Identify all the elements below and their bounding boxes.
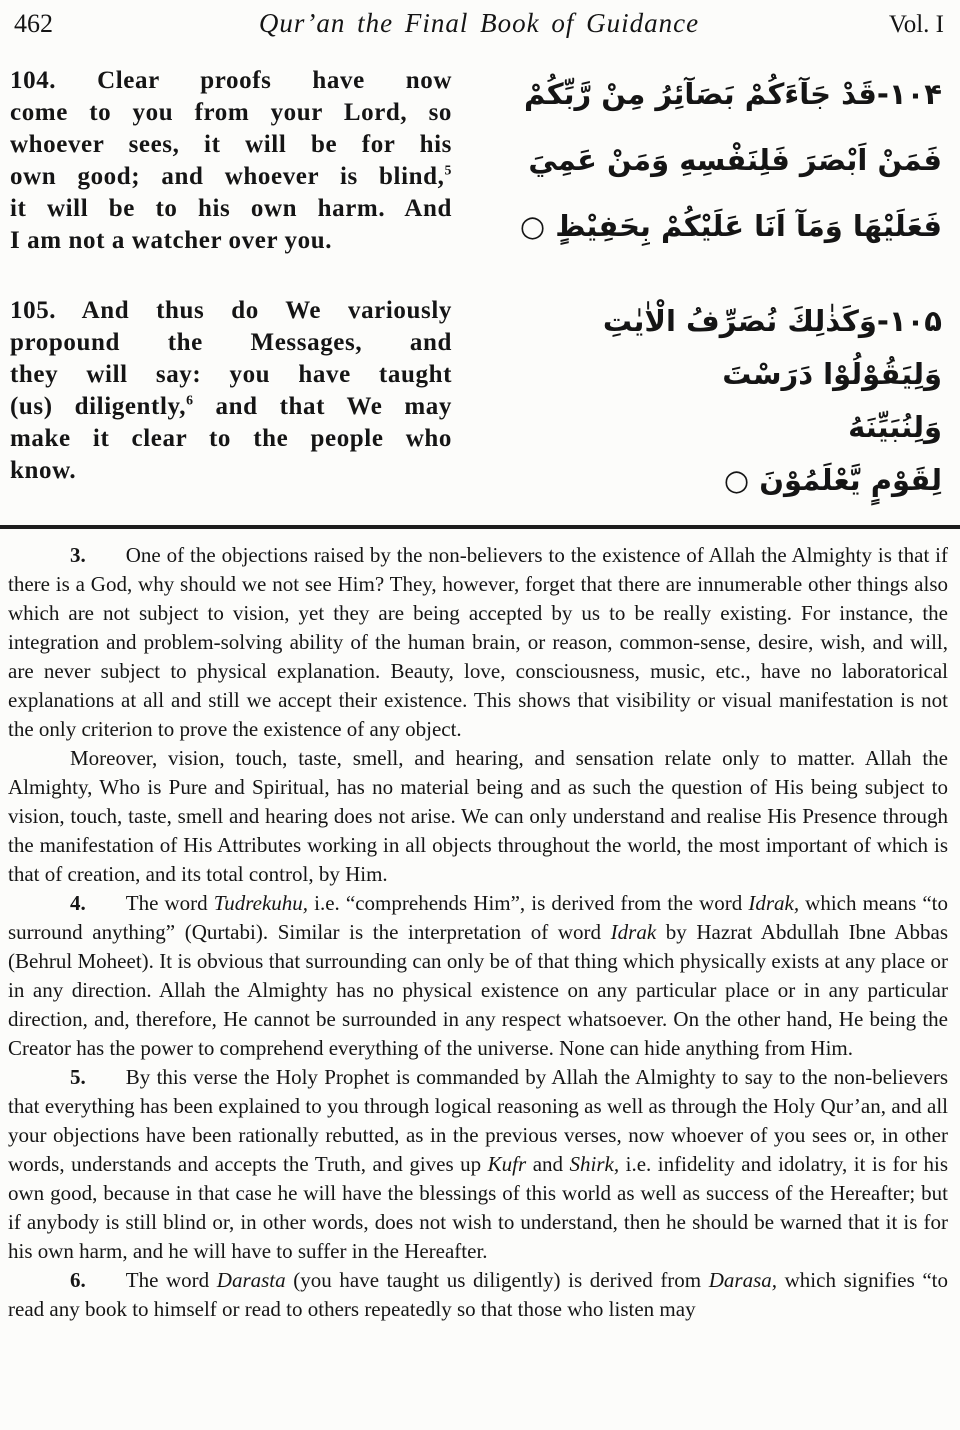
footnotes-section bbox=[0, 529, 960, 1324]
footnote-4 bbox=[8, 889, 948, 1063]
text-run: by Hazrat Abdullah Ibne Abbas (Behrul Moheet). It is obvious that surrounding can only be of that thing which physically exists at any place or in any direction. Allah the Almighty has no physical existence on any particular place or in any particular direction, and, therefore, He cannot be surrounded in any respect whatsoever. On the other hand, He being the Creator has the power to comprehend everything of the universe. None can hide anything from Him. bbox=[8, 920, 948, 1060]
text-run: (us) diligently, bbox=[10, 393, 187, 420]
verse-line bbox=[10, 359, 452, 391]
footnote-6 bbox=[8, 1266, 948, 1324]
verse-row-105 bbox=[10, 295, 948, 507]
text-run: (you have taught us diligently) is derived from bbox=[285, 1268, 709, 1292]
text-run: own good; and whoever is blind, bbox=[10, 163, 445, 190]
text-run: Kufr bbox=[487, 1152, 527, 1176]
text-run: Idrak, bbox=[748, 891, 800, 915]
page-number: 462 bbox=[14, 9, 53, 38]
arabic-line: وَلِيَقُوْلُوْا دَرَسْتَ bbox=[722, 357, 942, 391]
verse-line bbox=[10, 193, 452, 225]
text-run: and bbox=[526, 1152, 570, 1176]
verse-line bbox=[10, 97, 452, 129]
verses-section bbox=[0, 39, 960, 507]
text-run: Idrak bbox=[610, 920, 657, 944]
text-run: which means “to surround anything” (Qurtabi). Similar is the interpretation of word bbox=[8, 891, 948, 944]
verse-104-english bbox=[10, 65, 452, 257]
verse-row-104 bbox=[10, 65, 948, 259]
arabic-line: فَعَلَيْهَا وَمَآ اَنَا عَلَيْكُمْ بِحَفِيْظٍ ○ bbox=[519, 209, 942, 243]
verse-line bbox=[10, 295, 452, 327]
arabic-line: ۱۰۵-وَكَذٰلِكَ نُصَرِّفُ الْاٰيٰتِ bbox=[602, 304, 942, 338]
arabic-line: فَمَنْ اَبْصَرَ فَلِنَفْسِهِ وَمَنْ عَمِيَ bbox=[528, 143, 942, 177]
verse-line bbox=[10, 423, 452, 455]
footnote-number: 5. bbox=[70, 1065, 86, 1089]
text-run: 104. Clear proofs have now bbox=[10, 67, 452, 94]
text-run: Moreover, vision, touch, taste, smell, and hearing, and sensation relate only to matter. Allah the Almighty, Who is Pure and Spiritual, has no material being and as such the question of His being subject to vision, touch, taste, smell and hearing does not arise. We can only understand and realise His Presence through the manifestation of His Attributes working in all objects throughout the world, the most important of which is that of creation, and its total control, by Him. bbox=[8, 746, 948, 886]
verse-line bbox=[10, 65, 452, 97]
verse-line bbox=[10, 161, 452, 193]
text-run: and that We may bbox=[193, 393, 452, 420]
text-run: i.e. “comprehends Him”, is derived from the word bbox=[308, 891, 749, 915]
text-run: know. bbox=[10, 457, 77, 484]
footnote-5 bbox=[8, 1063, 948, 1266]
verse-line bbox=[10, 391, 452, 423]
text-run: I am not a watcher over you. bbox=[10, 227, 333, 254]
footnote-number: 3. bbox=[70, 543, 86, 567]
footnote-ref: 6 bbox=[186, 392, 194, 408]
verse-line bbox=[10, 455, 452, 487]
running-title: Qur’an the Final Book of Guidance bbox=[258, 8, 700, 38]
text-run: they will say: you have taught bbox=[10, 361, 452, 388]
text-run: whoever sees, it will be for his bbox=[10, 131, 452, 158]
text-run: Shirk, bbox=[569, 1152, 620, 1176]
footnote-number: 4. bbox=[70, 891, 86, 915]
footnote-3-cont bbox=[8, 744, 948, 889]
volume-label: Vol. I bbox=[888, 11, 944, 38]
text-run: which signifies “to read any book to himself or read to others repeatedly so that those who listen may bbox=[8, 1268, 949, 1321]
text-run: Darasta bbox=[216, 1268, 286, 1292]
text-run: propound the Messages, and bbox=[10, 329, 452, 356]
verse-line bbox=[10, 327, 452, 359]
footnote-3 bbox=[8, 541, 948, 744]
text-run: 105. And thus do We variously bbox=[10, 297, 452, 324]
text-run: it will be to his own harm. And bbox=[10, 195, 452, 222]
verse-104-arabic bbox=[452, 61, 948, 259]
arabic-line: وَلِنُبَيِّنَهُ bbox=[848, 410, 942, 444]
verse-105-arabic bbox=[452, 295, 948, 507]
verse-105-english bbox=[10, 295, 452, 487]
footnote-number: 6. bbox=[70, 1268, 86, 1292]
verse-line bbox=[10, 129, 452, 161]
page-header bbox=[0, 0, 960, 39]
text-run: By this verse the Holy Prophet is commanded by Allah the Almighty to say to the non-believers that everything has been explained to you through logical reasoning as well as through the Holy Qur’an, and all your objections have been rationally rebutted, as in the previous verses, now whoever of you sees or, in other words, understands and accepts the Truth, and gives up bbox=[8, 1065, 948, 1176]
text-run: One of the objections raised by the non-believers to the existence of Allah the Almighty is that if there is a God, why should we not see Him? They, however, forget that there are innumerable other things also which are not subject to vision, yet they are being accepted by us to be really existing. For instance, the integration and problem-solving ability of the human brain, or reason, common-sense, desire, wish, and will, are never subject to physical explanation. Beauty, love, consciousness, music, etc., have no laboratorical explanations at all and still we accept their existence. This shows that visibility or visual manifestation is not the only criterion to prove the existence of any object. bbox=[8, 543, 948, 741]
footnote-ref: 5 bbox=[444, 162, 452, 178]
verse-line bbox=[10, 225, 452, 257]
text-run: The word bbox=[125, 1268, 217, 1292]
text-run: come to you from your Lord, so bbox=[10, 99, 452, 126]
text-run: The word bbox=[125, 891, 214, 915]
text-run: Darasa, bbox=[708, 1268, 778, 1292]
text-run: Tudrekuhu, bbox=[213, 891, 309, 915]
arabic-line: ۱۰۴-قَدْ جَآءَكُمْ بَصَآئِرُ مِنْ رَّبِّكُمْ bbox=[523, 77, 942, 111]
arabic-line: لِقَوْمٍ يَّعْلَمُوْنَ ○ bbox=[723, 463, 942, 497]
text-run: make it clear to the people who bbox=[10, 425, 452, 452]
text-run: i.e. infidelity and idolatry, it is for his own good, because in that case he will have the blessings of this world as well as success of the Hereafter; but if anybody is still blind or, in other words, does not wish to understand, then he should be warned that it is for his own harm, and he will have to suffer in the Hereafter. bbox=[8, 1152, 948, 1263]
